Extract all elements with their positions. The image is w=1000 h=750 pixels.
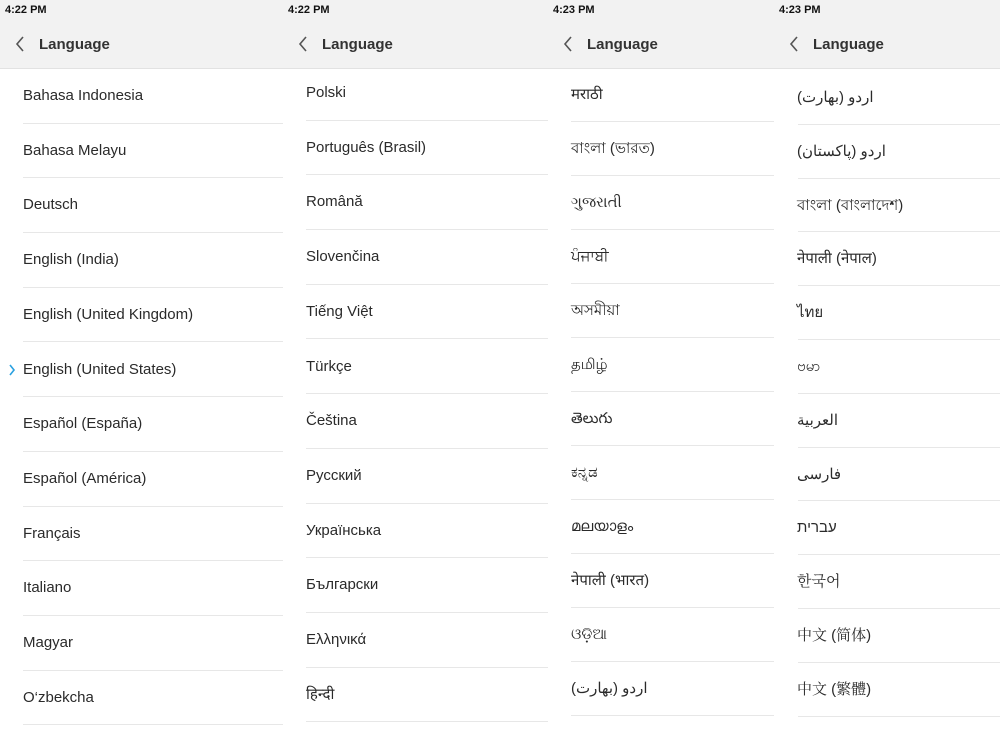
language-list	[548, 69, 774, 750]
language-item[interactable]	[774, 232, 1000, 286]
language-label: Français	[23, 524, 81, 542]
back-button[interactable]	[10, 31, 32, 57]
language-label: मराठी	[571, 86, 603, 103]
language-label: Tiếng Việt	[306, 302, 373, 320]
page-title: Language	[39, 36, 110, 53]
status-bar	[774, 0, 1000, 22]
header	[0, 22, 283, 69]
language-label: ਪੰਜਾਬੀ	[571, 248, 609, 265]
language-item[interactable]	[283, 449, 548, 504]
language-item[interactable]	[774, 286, 1000, 340]
language-item[interactable]	[0, 288, 283, 343]
language-label: Deutsch	[23, 196, 79, 214]
language-label: فارسی	[797, 465, 842, 483]
language-item[interactable]	[774, 179, 1000, 233]
language-item[interactable]	[283, 285, 548, 340]
status-bar	[548, 0, 774, 22]
language-item[interactable]	[0, 124, 283, 179]
language-item[interactable]	[0, 343, 283, 398]
language-label: తెలుగు	[571, 410, 613, 427]
language-label: 中文 (繁體)	[797, 680, 872, 698]
language-label: Español (España)	[23, 415, 143, 433]
language-label: English (India)	[23, 251, 119, 269]
language-item[interactable]	[283, 504, 548, 559]
chevron-left-icon	[558, 31, 580, 57]
language-item[interactable]	[283, 558, 548, 613]
header	[774, 22, 1000, 69]
language-item[interactable]	[548, 230, 774, 284]
language-label: नेपाली (भारत)	[571, 572, 650, 589]
language-label: اردو (بھارت)	[571, 680, 648, 697]
language-item[interactable]	[283, 394, 548, 449]
language-list	[0, 69, 283, 750]
language-label: العربية	[797, 411, 838, 429]
language-label: Italiano	[23, 579, 72, 597]
row-divider	[798, 716, 1000, 717]
language-item[interactable]	[0, 69, 283, 124]
language-item[interactable]	[774, 394, 1000, 448]
language-label: বাংলা (ভারত)	[571, 140, 655, 157]
language-panel-3	[548, 0, 774, 750]
language-item[interactable]	[283, 340, 548, 395]
language-label: தமிழ்	[571, 356, 608, 373]
language-label: 中文 (简体)	[797, 627, 872, 644]
chevron-left-icon	[293, 31, 315, 57]
language-label: অসমীয়া	[571, 302, 620, 319]
language-label: Magyar	[23, 634, 74, 651]
language-item[interactable]	[548, 68, 774, 122]
language-item[interactable]	[548, 554, 774, 608]
language-label: O‘zbekcha	[23, 688, 94, 706]
language-label: বাংলা (বাংলাদেশ)	[797, 196, 904, 214]
chevron-left-icon	[784, 31, 806, 57]
language-label: Български	[306, 576, 379, 594]
language-list	[283, 69, 548, 750]
language-item[interactable]	[0, 671, 283, 726]
back-button[interactable]	[784, 31, 806, 57]
language-item[interactable]	[0, 452, 283, 507]
language-panel-1	[0, 0, 283, 750]
language-label: Ελληνικά	[306, 631, 367, 648]
back-button[interactable]	[293, 31, 315, 57]
language-item[interactable]	[548, 662, 774, 716]
language-label: اردو (پاکستان)	[797, 142, 886, 160]
language-label: ไทย	[797, 304, 824, 322]
language-label: Türkçe	[306, 357, 352, 375]
language-label: English (United States)	[23, 360, 177, 378]
language-label: עברית	[797, 519, 837, 537]
language-item[interactable]	[774, 340, 1000, 394]
language-item[interactable]	[283, 175, 548, 230]
language-item[interactable]	[0, 507, 283, 562]
language-label: ಕನ್ನಡ	[571, 464, 598, 481]
language-item[interactable]	[283, 121, 548, 176]
row-divider	[306, 721, 548, 722]
page-title: Language	[813, 36, 884, 53]
row-divider	[23, 724, 283, 725]
header	[548, 22, 774, 69]
language-label: English (United Kingdom)	[23, 305, 194, 323]
language-label: Українська	[306, 521, 382, 539]
row-divider	[571, 715, 774, 716]
language-label: Português (Brasil)	[306, 138, 427, 156]
language-item[interactable]	[0, 397, 283, 452]
header	[283, 22, 548, 69]
language-item[interactable]	[548, 608, 774, 662]
language-item[interactable]	[548, 500, 774, 554]
chevron-right-icon	[7, 363, 17, 377]
language-item[interactable]	[0, 233, 283, 288]
language-label: اردو (بھارت)	[797, 89, 874, 106]
language-label: Čeština	[306, 412, 357, 430]
language-item[interactable]	[548, 392, 774, 446]
language-item[interactable]	[0, 561, 283, 616]
language-label: 한국어	[797, 573, 841, 591]
language-label: ગુજરાતી	[571, 194, 622, 211]
language-item[interactable]	[548, 446, 774, 500]
language-item[interactable]	[283, 668, 548, 723]
language-label: Español (América)	[23, 469, 147, 487]
language-item[interactable]	[0, 616, 283, 671]
status-time: 4:22 PM	[5, 4, 47, 16]
language-label: Română	[306, 193, 363, 211]
language-label: हिन्दी	[306, 685, 335, 703]
language-label: ଓଡ଼ିଆ	[571, 626, 607, 643]
language-item[interactable]	[548, 122, 774, 176]
language-item[interactable]	[774, 125, 1000, 179]
status-bar	[0, 0, 283, 22]
language-label: Русский	[306, 466, 362, 484]
language-item[interactable]	[774, 501, 1000, 555]
language-item[interactable]	[774, 71, 1000, 125]
status-time: 4:23 PM	[779, 4, 821, 16]
language-label: മലയാളം	[571, 518, 634, 535]
language-label: Slovenčina	[306, 248, 380, 266]
language-item[interactable]	[774, 663, 1000, 717]
language-label: Polski	[306, 84, 347, 101]
language-label: ဗမာ	[797, 358, 821, 375]
chevron-left-icon	[10, 31, 32, 57]
status-time: 4:23 PM	[553, 4, 595, 16]
language-item[interactable]	[774, 609, 1000, 663]
language-label: Bahasa Indonesia	[23, 87, 144, 104]
language-item[interactable]	[774, 555, 1000, 609]
language-item[interactable]	[774, 448, 1000, 502]
page-title: Language	[322, 36, 393, 53]
status-bar	[283, 0, 548, 22]
language-panel-2	[283, 0, 548, 750]
page-title: Language	[587, 36, 658, 53]
language-item[interactable]	[283, 66, 548, 121]
language-item[interactable]	[283, 230, 548, 285]
language-label: नेपाली (नेपाल)	[797, 250, 877, 268]
language-item[interactable]	[283, 613, 548, 668]
language-list	[774, 69, 1000, 750]
back-button[interactable]	[558, 31, 580, 57]
language-item[interactable]	[548, 176, 774, 230]
language-item[interactable]	[548, 338, 774, 392]
status-time: 4:22 PM	[288, 4, 330, 16]
language-item[interactable]	[548, 284, 774, 338]
language-item[interactable]	[0, 178, 283, 233]
language-label: Bahasa Melayu	[23, 141, 127, 159]
language-panel-4	[774, 0, 1000, 750]
